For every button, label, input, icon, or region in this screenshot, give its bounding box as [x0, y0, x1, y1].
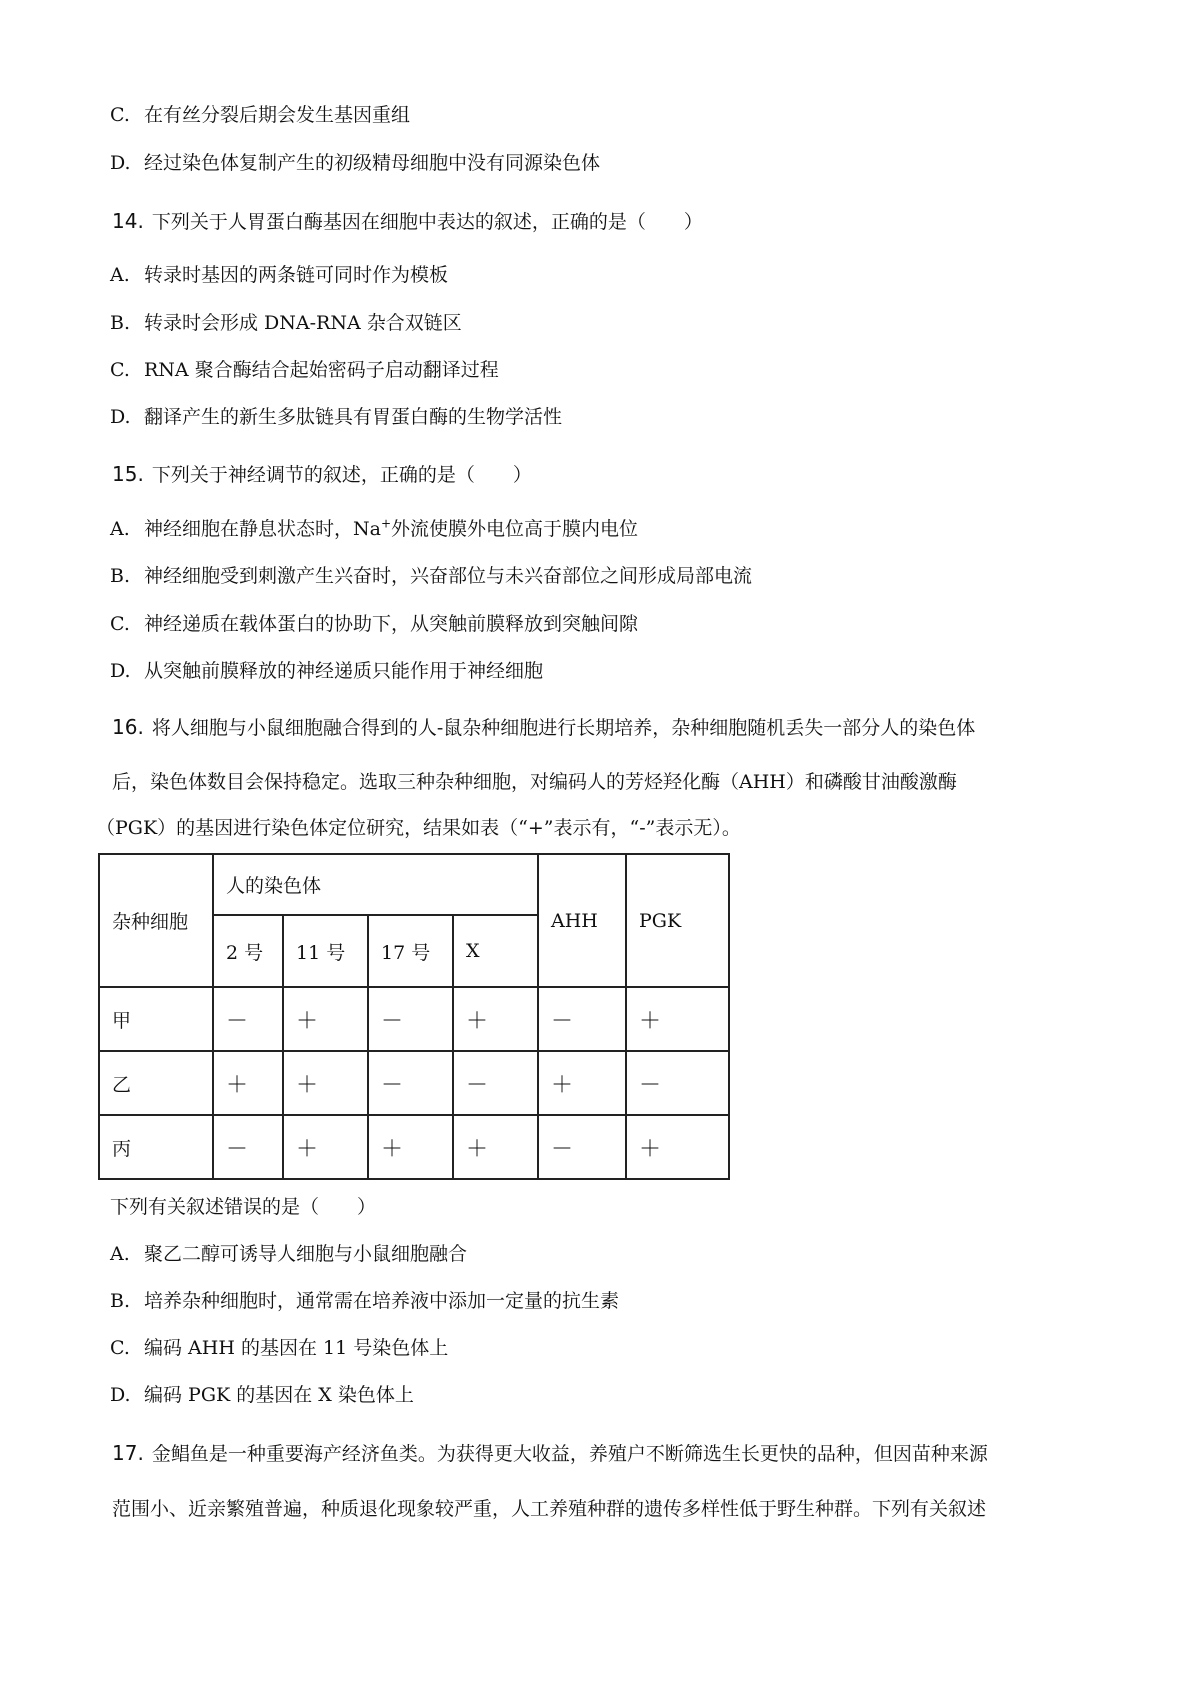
header-hybrid-cell: 杂种细胞 [99, 854, 213, 987]
option-text: 神经递质在载体蛋白的协助下，从突触前膜释放到突触间隙 [144, 613, 639, 635]
superscript-plus: + [380, 516, 392, 531]
option-letter: C. [110, 613, 130, 635]
table-cell: ＋ [283, 1115, 368, 1179]
question-stem: （PGK）的基因进行染色体定位研究，结果如表（“+”表示有，“-”表示无）。 [96, 817, 741, 839]
q15-option-c [110, 611, 638, 637]
q14-option-c [110, 357, 499, 383]
chromosome-table [98, 853, 730, 1180]
option-text: RNA 聚合酶结合起始密码子启动翻译过程 [144, 359, 499, 381]
q16-option-a [110, 1241, 467, 1267]
option-letter: B. [110, 1290, 131, 1312]
header-human-chromosome: 人的染色体 [213, 854, 538, 915]
q16-option-c [110, 1335, 448, 1361]
header-chromosome-11: 11 号 [283, 915, 368, 987]
option-text: 从突触前膜释放的神经递质只能作用于神经细胞 [144, 660, 544, 682]
question-number: 15. [112, 462, 144, 486]
q16-option-b [110, 1288, 619, 1314]
option-letter: C. [110, 104, 130, 126]
table-cell: － [626, 1051, 729, 1115]
question-stem: 将人细胞与小鼠细胞融合得到的人-鼠杂种细胞进行长期培养，杂种细胞随机丢失一部分人的染色体 [151, 717, 976, 739]
table-row [99, 1115, 729, 1179]
table-cell: ＋ [368, 1115, 453, 1179]
table-cell: ＋ [453, 1115, 538, 1179]
table-cell: － [213, 1115, 283, 1179]
question-stem: 范围小、近亲繁殖普遍，种质退化现象较严重，人工养殖种群的遗传多样性低于野生种群。下列有关叙述 [112, 1498, 987, 1520]
table-cell: ＋ [213, 1051, 283, 1115]
option-letter: A. [110, 1243, 130, 1265]
table-cell: － [453, 1051, 538, 1115]
option-text: 编码 AHH 的基因在 11 号染色体上 [144, 1337, 449, 1359]
header-chromosome-17: 17 号 [368, 915, 453, 987]
table-cell: － [213, 987, 283, 1051]
row-label: 乙 [99, 1051, 213, 1115]
q17-stem-line-1 [112, 1440, 988, 1467]
question-prompt: 下列有关叙述错误的是（ ） [110, 1196, 377, 1218]
header-chromosome-x: X [453, 915, 538, 987]
option-text: 神经细胞受到刺激产生兴奋时，兴奋部位与未兴奋部位之间形成局部电流 [144, 565, 753, 587]
option-letter: A. [110, 518, 130, 540]
option-letter: D. [110, 1384, 131, 1406]
option-text: 经过染色体复制产生的初级精母细胞中没有同源染色体 [144, 152, 601, 174]
option-letter: C. [110, 359, 130, 381]
q16-stem-line-1 [112, 714, 975, 741]
table-cell: ＋ [626, 1115, 729, 1179]
option-text: 在有丝分裂后期会发生基因重组 [144, 104, 411, 126]
question-number: 14. [112, 209, 144, 233]
row-label: 甲 [99, 987, 213, 1051]
table-cell: ＋ [538, 1051, 626, 1115]
option-text: 编码 PGK 的基因在 X 染色体上 [144, 1384, 414, 1406]
header-ahh: AHH [538, 854, 626, 987]
q16-stem-line-3 [96, 815, 741, 841]
question-number: 16. [112, 715, 144, 739]
option-letter: D. [110, 406, 131, 428]
option-text-post: 外流使膜外电位高于膜内电位 [391, 518, 639, 540]
question-number: 17. [112, 1441, 144, 1465]
q16-after-table [110, 1194, 376, 1220]
option-letter: D. [110, 660, 131, 682]
q16-option-d [110, 1382, 414, 1408]
option-text: 转录时会形成 DNA-RNA 杂合双链区 [144, 312, 462, 334]
option-letter: C. [110, 1337, 130, 1359]
table-cell: ＋ [283, 1051, 368, 1115]
table-cell: － [368, 987, 453, 1051]
q17-stem-line-2 [112, 1496, 986, 1522]
option-text: 培养杂种细胞时，通常需在培养液中添加一定量的抗生素 [144, 1290, 620, 1312]
option-letter: B. [110, 312, 131, 334]
option-text: 转录时基因的两条链可同时作为模板 [144, 264, 449, 286]
option-text-pre: 神经细胞在静息状态时，Na [144, 518, 381, 540]
question-stem: 后，染色体数目会保持稳定。选取三种杂种细胞，对编码人的芳烃羟化酶（AHH）和磷酸甘油酸激酶 [112, 771, 957, 793]
q14-option-d [110, 404, 562, 430]
q14-option-b [110, 310, 462, 336]
header-pgk: PGK [626, 854, 729, 987]
option-letter: B. [110, 565, 131, 587]
table-row [99, 987, 729, 1051]
table-cell: ＋ [283, 987, 368, 1051]
q14-option-a [110, 262, 448, 288]
table-cell: － [538, 987, 626, 1051]
q13-option-d [110, 150, 600, 176]
question-stem: 下列关于人胃蛋白酶基因在细胞中表达的叙述，正确的是（ ） [151, 211, 703, 233]
option-text: 翻译产生的新生多肽链具有胃蛋白酶的生物学活性 [144, 406, 563, 428]
table-cell: － [368, 1051, 453, 1115]
table-cell: ＋ [453, 987, 538, 1051]
table-row [99, 1051, 729, 1115]
table-cell: － [538, 1115, 626, 1179]
option-letter: D. [110, 152, 131, 174]
question-stem: 金鲳鱼是一种重要海产经济鱼类。为获得更大收益，养殖户不断筛选生长更快的品种，但因苗种来源 [151, 1443, 988, 1465]
q15-option-d [110, 658, 543, 684]
option-letter: A. [110, 264, 130, 286]
option-text: 聚乙二醇可诱导人细胞与小鼠细胞融合 [144, 1243, 468, 1265]
table-cell: ＋ [626, 987, 729, 1051]
q16-stem-line-2 [112, 769, 957, 795]
question-stem: 下列关于神经调节的叙述，正确的是（ ） [151, 464, 532, 486]
header-chromosome-2: 2 号 [213, 915, 283, 987]
q15-stem [112, 461, 532, 488]
q15-option-b [110, 563, 752, 589]
q15-option-a [110, 516, 638, 542]
q14-stem [112, 208, 703, 235]
q13-option-c [110, 102, 410, 128]
row-label: 丙 [99, 1115, 213, 1179]
